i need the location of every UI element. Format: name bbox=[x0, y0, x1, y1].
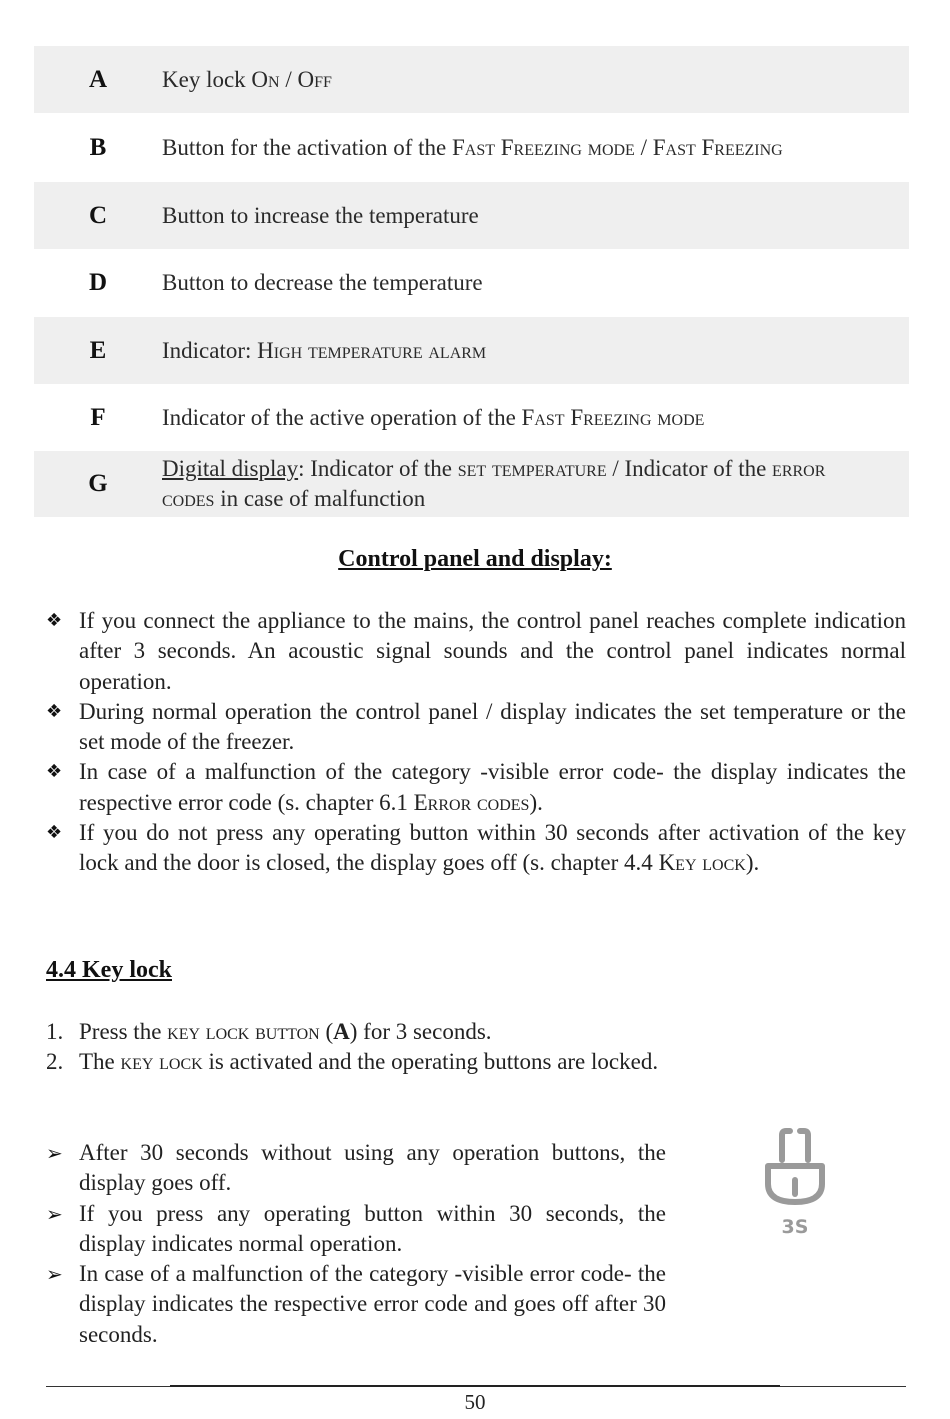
note-item bbox=[46, 1138, 666, 1199]
text-run: Indicator: bbox=[162, 337, 258, 363]
text-run: If you connect the appliance to the mains, the control panel reaches complete indication after 3 seconds. An acoustic signal sounds and the control panel indicates normal operation. bbox=[79, 608, 906, 694]
text-run: ). bbox=[745, 850, 760, 876]
subsection-title: 4.4 Key lock bbox=[46, 957, 172, 983]
text-run: Button for the activation of the bbox=[162, 134, 452, 160]
text-run: key lock button bbox=[167, 1019, 320, 1044]
text-run: ( bbox=[319, 1019, 334, 1044]
step-number: 1. bbox=[46, 1019, 64, 1044]
legend-letter: F bbox=[90, 403, 106, 431]
numbered-steps bbox=[46, 1017, 666, 1078]
legend-row-c bbox=[34, 182, 909, 249]
legend-description bbox=[162, 182, 909, 249]
step-item bbox=[46, 1017, 666, 1047]
bullet-diamond-icon: ❖ bbox=[46, 822, 63, 844]
text-run: ). bbox=[529, 789, 543, 815]
text-run: Fast Freezing bbox=[652, 134, 783, 160]
text-run: Fast Freezing mode bbox=[451, 134, 635, 160]
legend-row-a bbox=[34, 46, 909, 113]
text-run: / Indicator of the bbox=[606, 456, 773, 481]
legend-row-f bbox=[34, 384, 909, 451]
legend-description bbox=[162, 249, 909, 317]
legend-description bbox=[162, 317, 909, 384]
text-run: Press the bbox=[79, 1019, 168, 1044]
step-number: 2. bbox=[46, 1049, 64, 1075]
bullet-diamond-icon: ❖ bbox=[46, 761, 63, 783]
text-run: / bbox=[279, 66, 298, 92]
text-run: If you do not press any operating button within 30 seconds after activation of the key lock and the door is closed, the display goes off (s. chapter 4.4 bbox=[79, 820, 906, 876]
legend-table bbox=[34, 46, 909, 517]
text-run: : Indicator of the bbox=[298, 456, 458, 481]
legend-letter: D bbox=[88, 269, 108, 296]
step-item bbox=[46, 1047, 666, 1077]
legend-letter: B bbox=[89, 133, 107, 161]
legend-description bbox=[162, 113, 909, 182]
arrow-bullet-icon: ➢ bbox=[46, 1262, 63, 1287]
legend-row-b bbox=[34, 113, 909, 182]
text-run: Button to increase the temperature bbox=[162, 202, 479, 228]
text-run: Error codes bbox=[413, 789, 530, 815]
key-lock-figure bbox=[755, 1122, 835, 1248]
bullet-item bbox=[46, 697, 906, 758]
legend-letter: G bbox=[88, 470, 108, 497]
footer-divider-accent bbox=[170, 1385, 780, 1387]
lock-duration-label: 3S bbox=[781, 1216, 809, 1238]
text-run: error codes bbox=[162, 456, 826, 511]
text-run: ) for 3 seconds. bbox=[349, 1019, 492, 1044]
text-run: Off bbox=[297, 66, 332, 92]
text-run: During normal operation the control panel / display indicates the set temperature or the set mode of the freezer. bbox=[79, 698, 906, 755]
text-run: In case of a malfunction of the category -visible error code- the display indicates the respective error code and goes off after 30 seconds. bbox=[79, 1261, 666, 1347]
legend-letter: C bbox=[88, 201, 108, 229]
legend-description bbox=[162, 46, 909, 113]
page-number: 50 bbox=[464, 1390, 486, 1414]
bullet-item bbox=[46, 818, 906, 879]
text-run: Fast Freezing mode bbox=[521, 404, 705, 430]
legend-letter: E bbox=[89, 336, 107, 364]
legend-letter: A bbox=[88, 65, 108, 93]
text-run: Digital display bbox=[162, 456, 299, 481]
text-run: Button to decrease the temperature bbox=[162, 270, 483, 295]
text-run: Indicator of the active operation of the bbox=[162, 404, 522, 430]
text-run: If you press any operating button within 30 seconds, the display indicates normal operation. bbox=[79, 1200, 666, 1256]
text-run: / bbox=[634, 134, 653, 160]
section-title: Control panel and display: bbox=[338, 546, 612, 572]
note-item bbox=[46, 1259, 666, 1350]
padlock-icon bbox=[755, 1122, 835, 1212]
note-item bbox=[46, 1199, 666, 1260]
text-run: set temperature bbox=[457, 456, 607, 481]
text-run: High temperature alarm bbox=[257, 337, 487, 363]
bullet-diamond-icon: ❖ bbox=[46, 700, 63, 722]
text-run: Key lock bbox=[658, 850, 746, 876]
bullet-list bbox=[46, 606, 906, 879]
bullet-diamond-icon: ❖ bbox=[46, 610, 63, 631]
legend-row-g bbox=[34, 451, 909, 517]
bullet-item bbox=[46, 606, 906, 697]
text-run: The bbox=[79, 1049, 121, 1075]
text-run: In case of a malfunction of the category -visible error code- the display indicates the respective error code (s. chapter 6.1 bbox=[79, 759, 906, 815]
text-run: Key lock bbox=[162, 66, 252, 92]
text-run: key lock bbox=[120, 1049, 203, 1075]
text-run: On bbox=[251, 66, 280, 92]
bullet-item bbox=[46, 757, 906, 818]
legend-description bbox=[162, 451, 909, 517]
legend-description bbox=[162, 384, 909, 451]
text-run: After 30 seconds without using any operation buttons, the display goes off. bbox=[79, 1140, 666, 1196]
arrow-notes bbox=[46, 1138, 666, 1350]
text-run: in case of malfunction bbox=[214, 486, 426, 511]
text-run: is activated and the operating buttons are locked. bbox=[202, 1049, 659, 1075]
arrow-bullet-icon: ➢ bbox=[46, 1201, 63, 1226]
arrow-bullet-icon: ➢ bbox=[46, 1141, 63, 1165]
legend-row-e bbox=[34, 317, 909, 384]
legend-row-d bbox=[34, 249, 909, 317]
text-run: A bbox=[333, 1019, 350, 1044]
